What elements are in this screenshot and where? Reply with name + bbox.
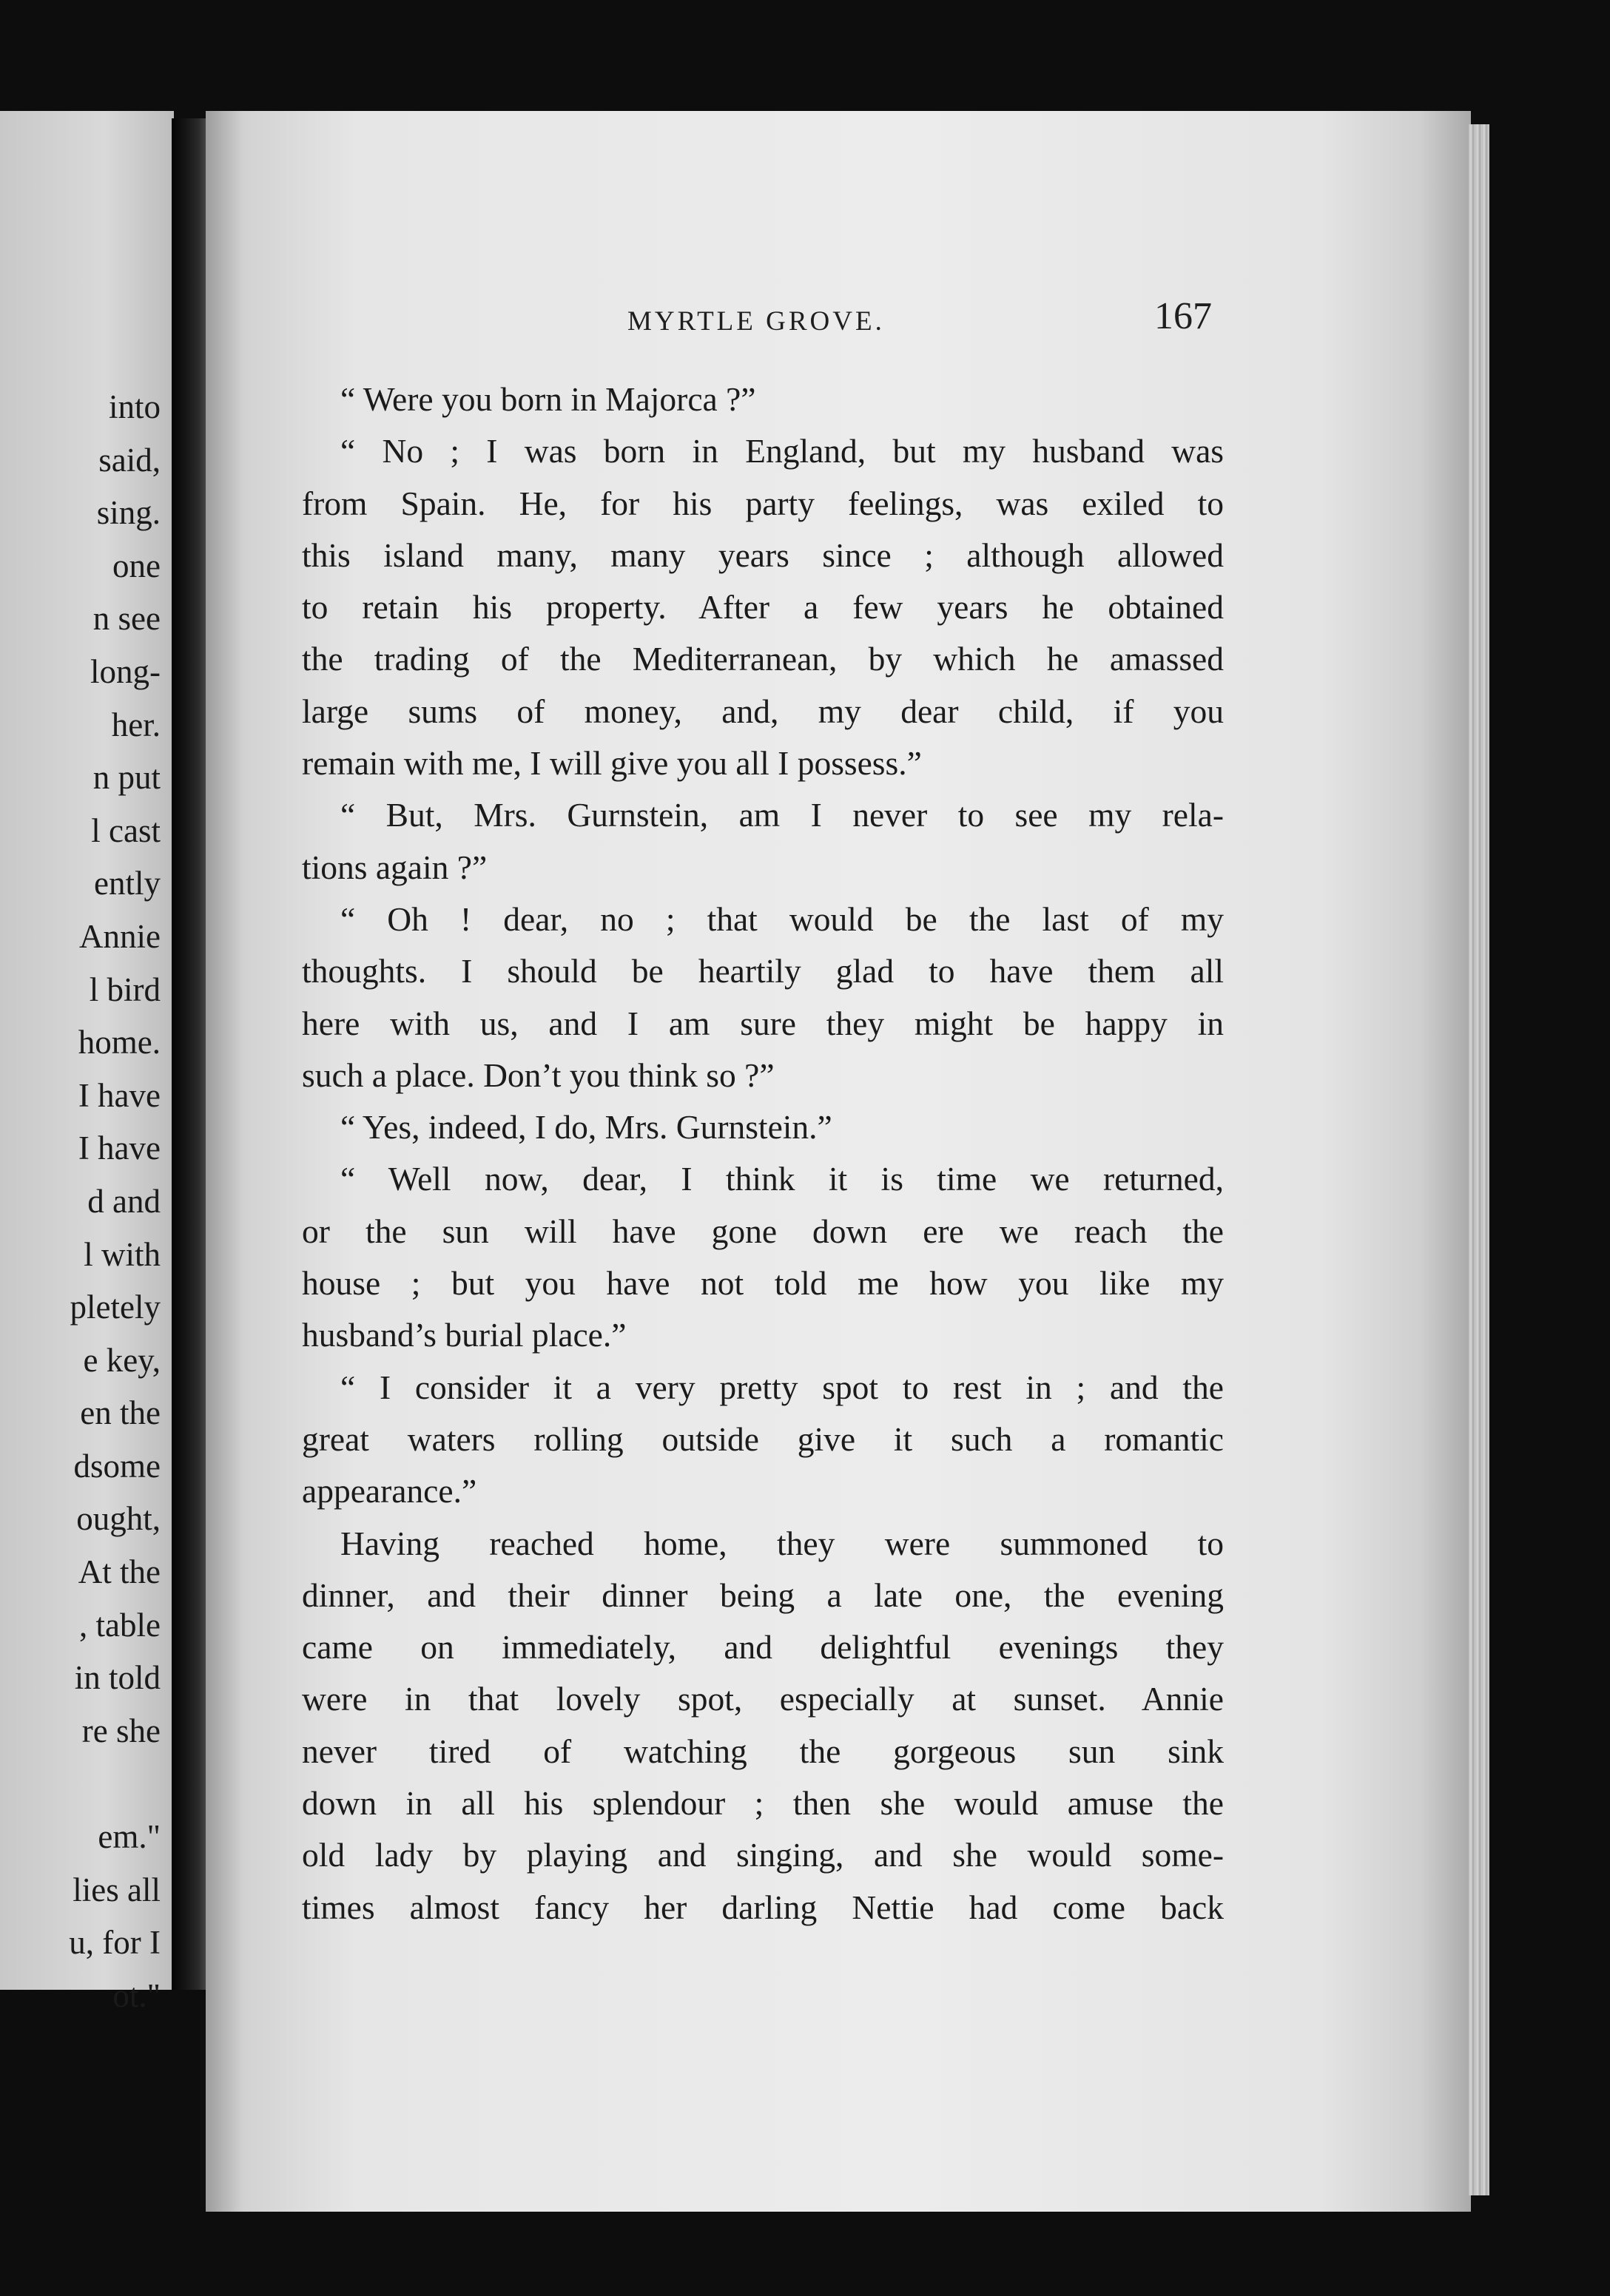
left-page-line: em." xyxy=(98,1818,161,1856)
left-page-line: ently xyxy=(94,865,161,902)
left-page-line: into xyxy=(108,388,161,425)
text-line: down in all his splendour ; then she would amuse the xyxy=(302,1784,1224,1823)
left-page-line: ot." xyxy=(112,1976,161,2014)
text-line: “ Yes, indeed, I do, Mrs. Gurnstein.” xyxy=(340,1108,832,1147)
text-line: were in that lovely spot, especially at sunset. Annie xyxy=(302,1680,1224,1718)
running-head: MYRTLE GROVE. xyxy=(627,306,885,337)
text-line: husband’s burial place.” xyxy=(302,1316,627,1354)
left-page-line: I have xyxy=(78,1130,161,1167)
text-line: to retain his property. After a few years he obtained xyxy=(302,588,1224,627)
text-line: from Spain. He, for his party feelings, was exiled to xyxy=(302,484,1224,522)
left-page xyxy=(0,111,174,2014)
left-page-line: n see xyxy=(92,600,161,638)
text-line: here with us, and I am sure they might be happy in xyxy=(302,1004,1224,1042)
left-page-line: u, for I xyxy=(69,1924,161,1962)
text-line: never tired of watching the gorgeous sun sink xyxy=(302,1732,1224,1770)
left-page-line: one xyxy=(112,547,161,584)
text-line: “ Were you born in Majorca ?” xyxy=(340,380,756,418)
text-line: house ; but you have not told me how you like my xyxy=(302,1264,1224,1303)
text-line: “ I consider it a very pretty spot to rest in ; and the xyxy=(340,1368,1224,1406)
left-page-line: re she xyxy=(81,1712,161,1749)
text-line: Having reached home, they were summoned to xyxy=(340,1524,1224,1562)
text-line: appearance.” xyxy=(302,1472,477,1510)
left-page-line: sing. xyxy=(96,494,161,532)
text-line: thoughts. I should be heartily glad to have them all xyxy=(302,952,1224,990)
text-line: came on immediately, and delightful evenings they xyxy=(302,1628,1224,1667)
text-line: this island many, many years since ; although allowed xyxy=(302,536,1224,574)
text-line: such a place. Don’t you think so ?” xyxy=(302,1056,775,1094)
text-line: “ Oh ! dear, no ; that would be the last of my xyxy=(340,899,1224,938)
left-page-line: in told xyxy=(74,1659,161,1697)
left-page-line: lies all xyxy=(73,1871,161,1908)
text-line: “ No ; I was born in England, but my husband was xyxy=(340,432,1224,470)
left-page-line: l bird xyxy=(89,970,161,1008)
left-page-line: said, xyxy=(98,441,161,479)
page-edge xyxy=(1469,124,1489,2195)
body-text xyxy=(302,374,1224,1934)
text-line: “ But, Mrs. Gurnstein, am I never to see my rela- xyxy=(340,796,1224,834)
text-line: large sums of money, and, my dear child, if you xyxy=(302,692,1224,730)
left-page-line: pletely xyxy=(70,1289,161,1326)
left-page-line: home. xyxy=(78,1024,161,1061)
left-page-text xyxy=(69,381,161,2022)
text-line: remain with me, I will give you all I possess.” xyxy=(302,744,922,783)
text-line: times almost fancy her darling Nettie had come back xyxy=(302,1888,1224,1926)
text-line: the trading of the Mediterranean, by which he amassed xyxy=(302,640,1224,678)
text-line: great waters rolling outside give it such a romantic xyxy=(302,1419,1224,1458)
text-line: old lady by playing and singing, and she would some- xyxy=(302,1836,1224,1874)
text-line: or the sun will have gone down ere we reach the xyxy=(302,1212,1224,1250)
left-page-line: en the xyxy=(80,1394,161,1432)
text-line: “ Well now, dear, I think it is time we returned, xyxy=(340,1160,1224,1198)
left-page-line: long- xyxy=(90,652,161,690)
page-number: 167 xyxy=(1154,295,1212,337)
left-page-line: Annie xyxy=(79,917,161,955)
left-page-line: e key, xyxy=(83,1341,161,1379)
book-gutter xyxy=(172,118,207,1990)
left-page-line: At the xyxy=(78,1553,161,1591)
text-line: tions again ?” xyxy=(302,848,488,886)
left-page-line: I have xyxy=(78,1076,161,1114)
left-page-line: her. xyxy=(111,706,161,743)
left-page-line: ought, xyxy=(76,1500,161,1538)
text-line: dinner, and their dinner being a late one, the evening xyxy=(302,1576,1224,1614)
left-page-line: , table xyxy=(79,1606,161,1644)
left-page-line: l cast xyxy=(91,811,161,849)
left-page-line: d and xyxy=(87,1182,161,1220)
left-page-line: dsome xyxy=(73,1447,161,1485)
left-page-line: n put xyxy=(92,759,161,797)
left-page-line xyxy=(69,1758,161,1811)
left-page-line: l with xyxy=(84,1235,161,1273)
